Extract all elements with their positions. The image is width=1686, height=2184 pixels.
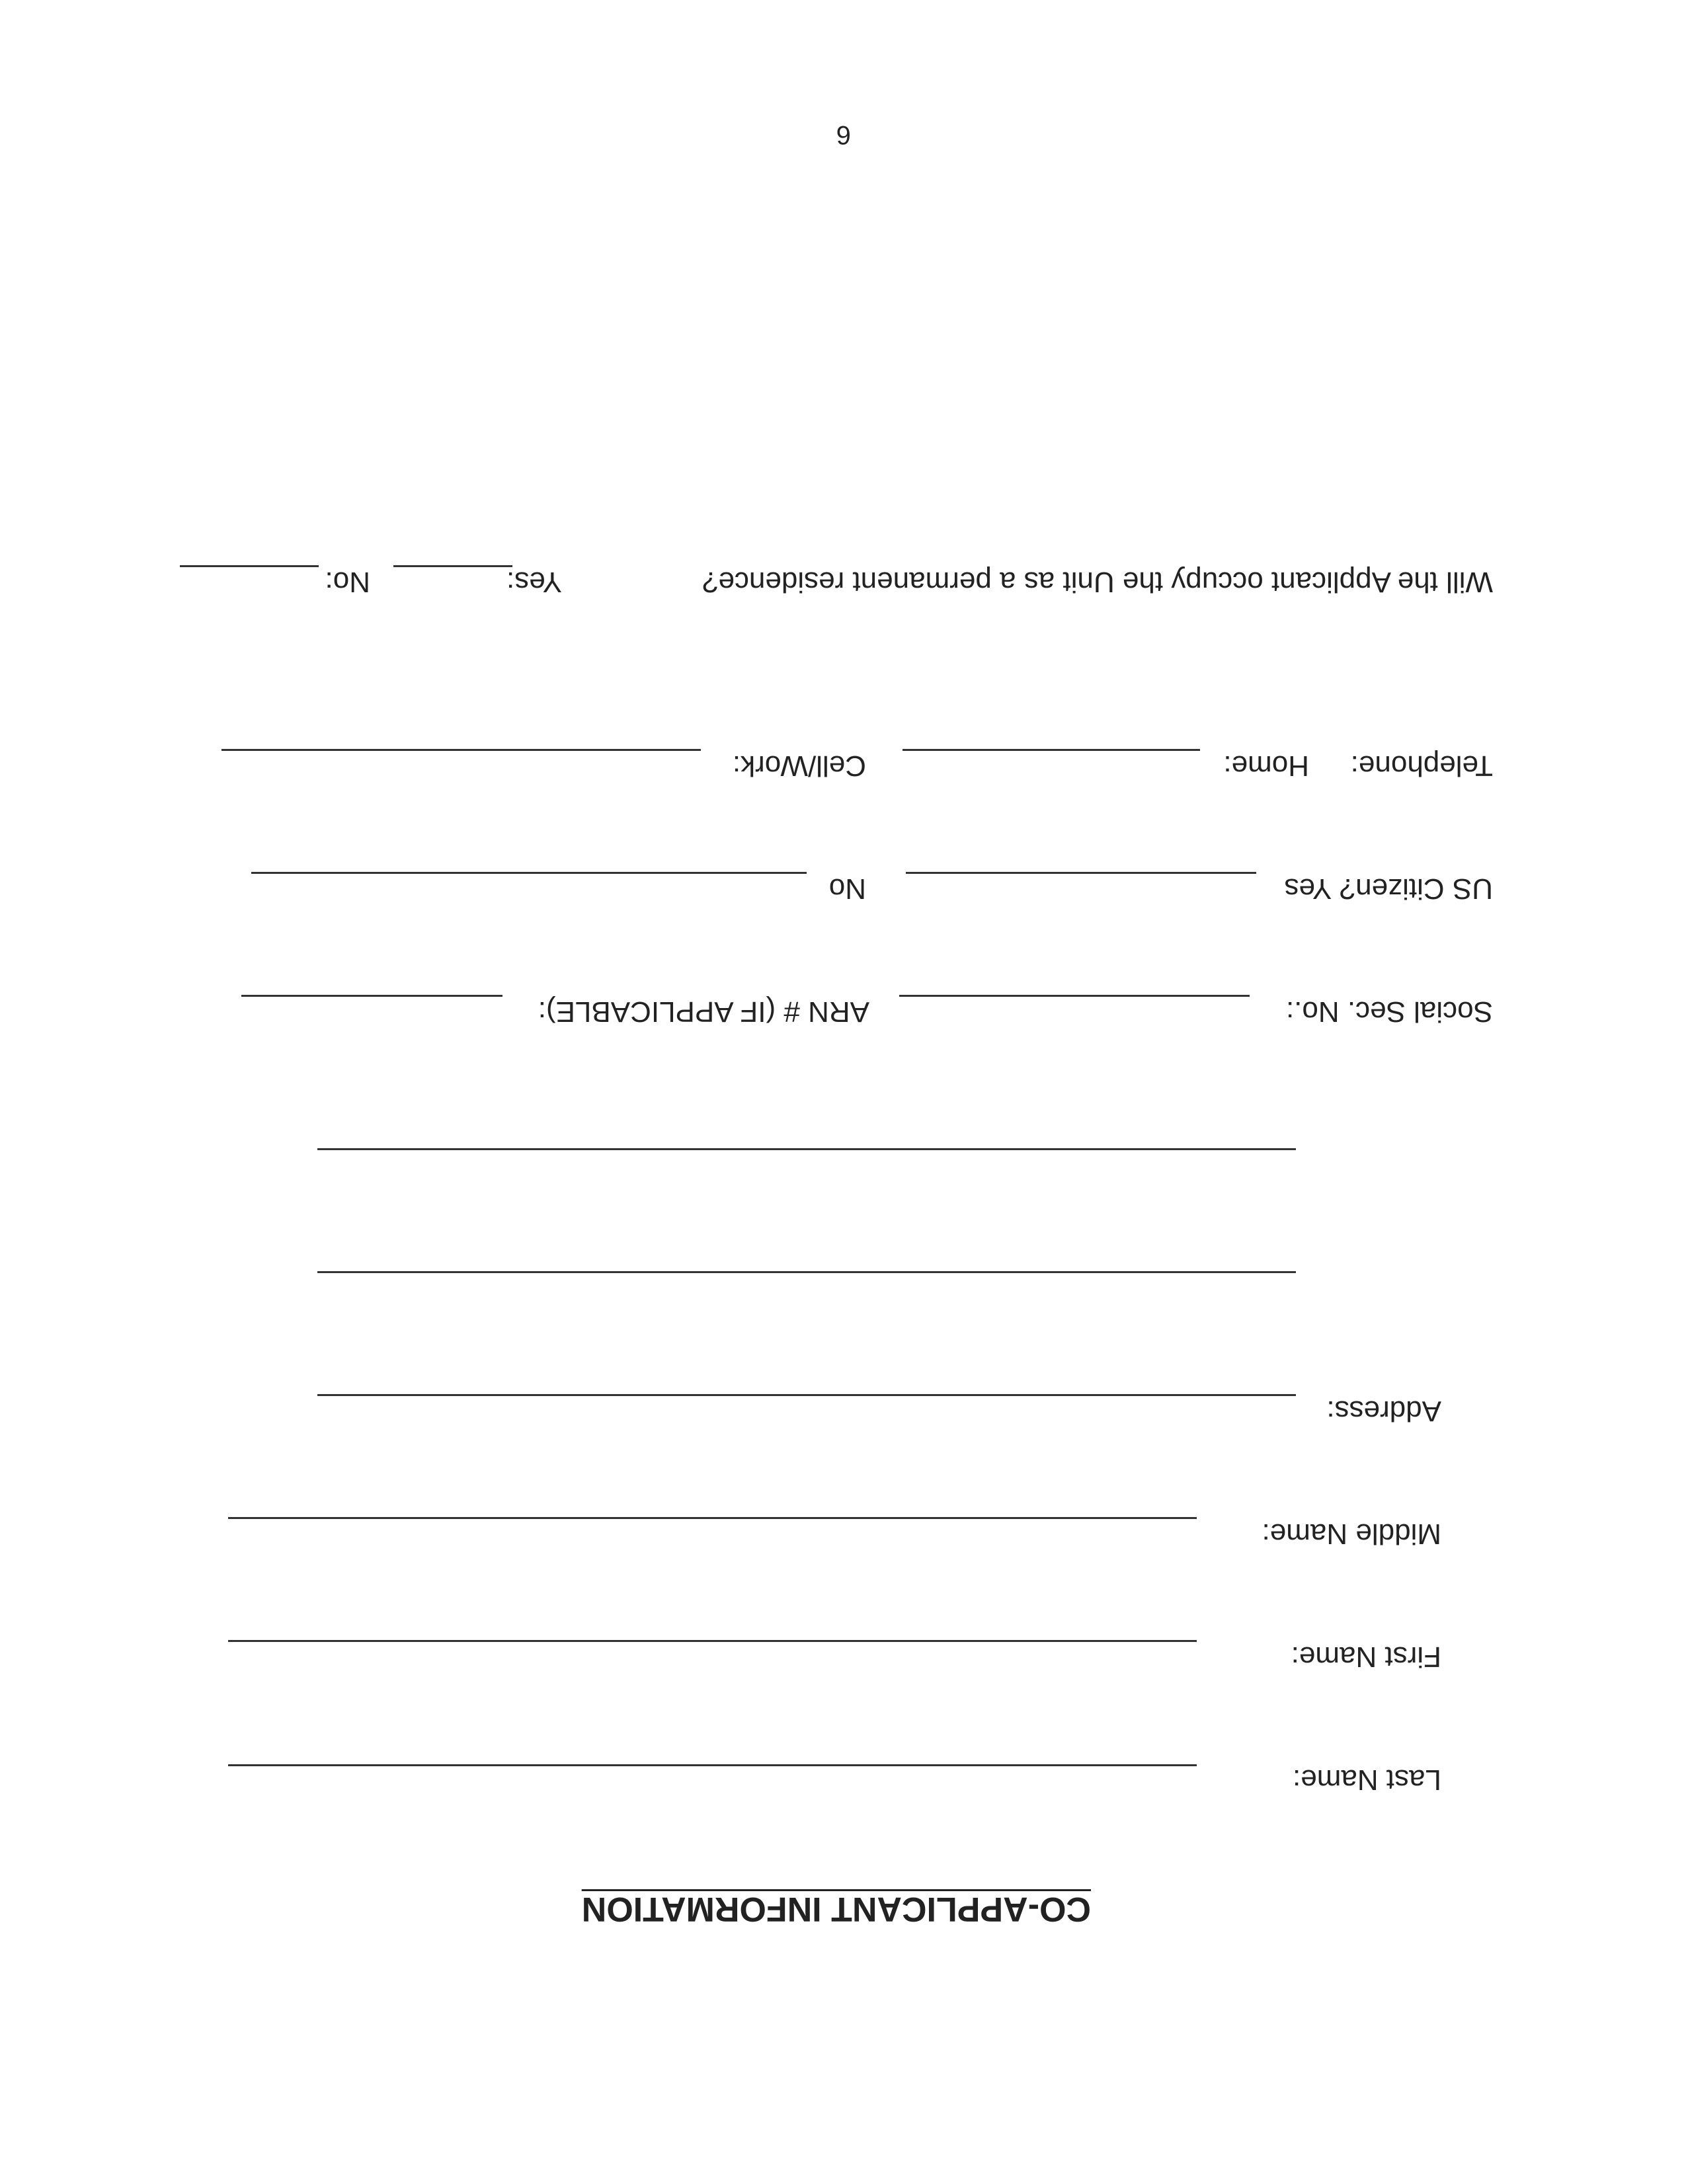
cell-phone-field[interactable] — [221, 749, 701, 751]
page-number: 6 — [836, 120, 851, 149]
residence-yes-field[interactable] — [393, 565, 512, 567]
address-line-1[interactable] — [317, 1394, 1296, 1396]
citizen-yes-field[interactable] — [906, 872, 1256, 874]
first-name-label: First Name: — [1291, 1641, 1441, 1673]
middle-name-field[interactable] — [228, 1517, 1197, 1519]
last-name-field[interactable] — [228, 1764, 1197, 1766]
residence-no-field[interactable] — [180, 565, 319, 567]
residence-yes-label: Yes: — [506, 566, 562, 598]
arn-field[interactable] — [241, 995, 502, 997]
citizen-no-field[interactable] — [251, 872, 807, 874]
ssn-label: Social Sec. No.: — [1285, 995, 1493, 1028]
address-line-3[interactable] — [317, 1148, 1296, 1150]
cell-work-label: Cell/Work: — [732, 750, 866, 782]
home-label: Home: — [1223, 750, 1309, 782]
residence-no-label: No: — [325, 566, 370, 598]
citizen-label: US Citizen? Yes — [1284, 873, 1493, 905]
address-line-2[interactable] — [317, 1271, 1296, 1273]
form-title: CO-APPLICANT INFORMATION — [581, 1890, 1091, 1928]
address-label: Address: — [1326, 1395, 1441, 1427]
home-phone-field[interactable] — [903, 749, 1200, 751]
first-name-field[interactable] — [228, 1640, 1197, 1642]
telephone-label: Telephone: — [1350, 750, 1493, 782]
arn-label: ARN # (IF APPLICABLE): — [538, 995, 869, 1028]
citizen-no-label: No — [828, 873, 866, 905]
middle-name-label: Middle Name: — [1262, 1518, 1441, 1550]
residence-question: Will the Applicant occupy the Unit as a permanent residence? — [702, 566, 1493, 598]
ssn-field[interactable] — [899, 995, 1250, 997]
last-name-label: Last Name: — [1293, 1764, 1441, 1796]
